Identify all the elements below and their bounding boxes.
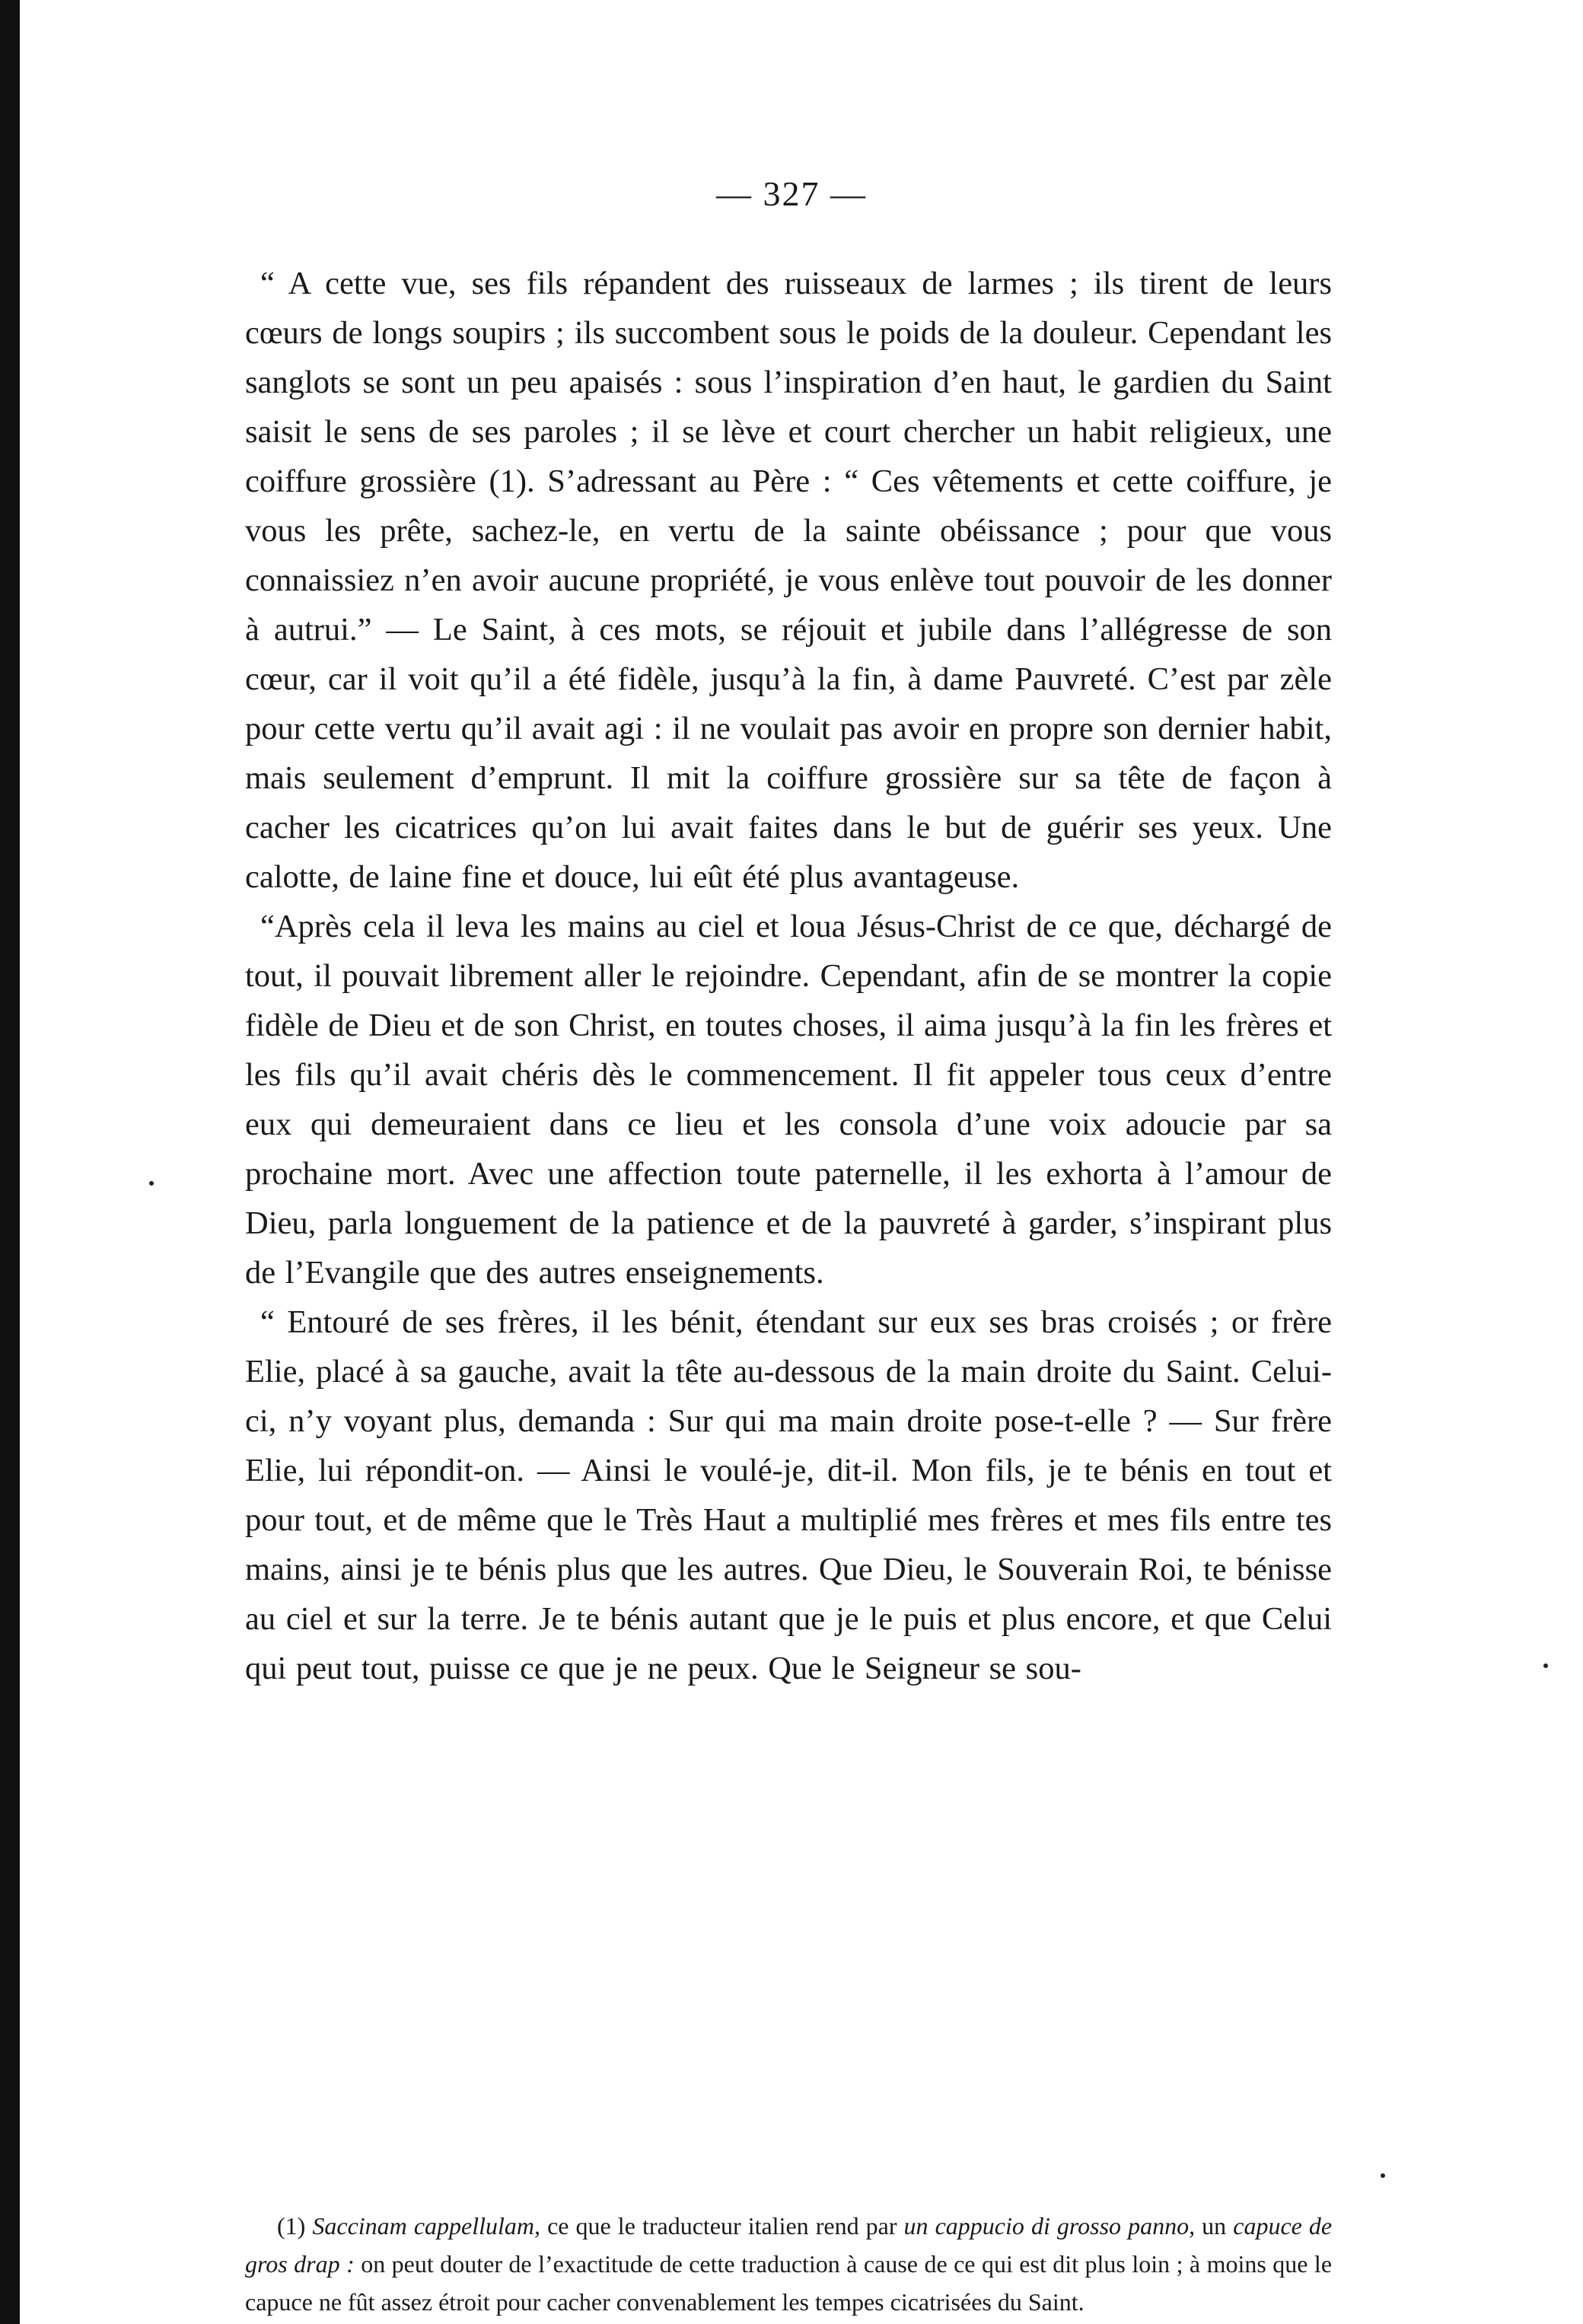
footnote-text-3: on peut douter de l’exactitude de cette traduction à cause de ce qui est dit plus loin ; à moins que le capuce ne fût assez étroit pour cacher convenablement les tempes cicatrisées du Saint.	[245, 2250, 1333, 2316]
footnote-text-2: un	[1202, 2212, 1227, 2240]
paragraph-1: “ A cette vue, ses fils répandent des ruisseaux de larmes ; ils tirent de leurs cœurs de longs soupirs ; ils succombent sous le poids de la douleur. Cependant les sanglots se sont un peu apaisés : sous l’inspiration d’en haut, le gardien du Saint saisit le sens de ses paroles ; il se lève et court chercher un habit religieux, une coiffure grossière (1). S’adressant au Père : “ Ces vêtements et cette coiffure, je vous les prête, sachez-le, en vertu de la sainte obéissance ; pour que vous connaissiez n’en avoir aucune propriété, je vous enlève tout pouvoir de les donner à autrui.” — Le Saint, à ces mots, se réjouit et jubile dans l’allégresse de son cœur, car il voit qu’il a été fidèle, jusqu’à la fin, à dame Pauvreté. C’est par zèle pour cette vertu qu’il avait agi : il ne voulait pas avoir en propre son dernier habit, mais seulement d’emprunt. Il mit la coiffure grossière sur sa tête de façon à cacher les cicatrices qu’on lui avait faites dans le but de guérir ses yeux. Une calotte, de laine fine et douce, lui eût été plus avantageuse.	[245, 266, 1332, 895]
speck-mark	[1543, 1663, 1548, 1668]
footnote-text-1: ce que le traducteur italien rend par	[547, 2212, 897, 2240]
footnote	[245, 2207, 1332, 2321]
footnote-french-term: capuce de gros drap :	[245, 2212, 1333, 2278]
speck-mark	[1381, 2173, 1385, 2178]
main-text	[245, 259, 1332, 1693]
footnote-marker: (1)	[277, 2212, 306, 2240]
footnote-italian-term: un cappucio di grosso panno,	[903, 2212, 1196, 2240]
speck-mark	[149, 1181, 154, 1186]
footnote-latin-term: Saccinam cappellulam,	[312, 2212, 541, 2240]
page-number: — 327 —	[716, 174, 867, 213]
paragraph-3: “ Entouré de ses frères, il les bénit, étendant sur eux ses bras croisés ; or frère Elie, placé à sa gauche, avait la tête au-dessous de la main droite du Saint. Celui-ci, n’y voyant plus, demanda : Sur qui ma main droite pose-t-elle ? — Sur frère Elie, lui répondit-on. — Ainsi le voulé-je, dit-il. Mon fils, je te bénis en tout et pour tout, et de même que le Très Haut a multiplié mes frères et mes fils entre tes mains, ainsi je te bénis plus que les autres. Que Dieu, le Souverain Roi, te bénisse au ciel et sur la terre. Je te bénis autant que je le puis et plus encore, et que Celui qui peut tout, puisse ce que je ne peux. Que le Seigneur se sou-	[245, 1304, 1332, 1686]
paragraph-2: “Après cela il leva les mains au ciel et loua Jésus-Christ de ce que, déchargé de tout, il pouvait librement aller le rejoindre. Cependant, afin de se montrer la copie fidèle de Dieu et de son Christ, en toutes choses, il aima jusqu’à la fin les frères et les fils qu’il avait chéris dès le commencement. Il fit appeler tous ceux d’entre eux qui demeuraient dans ce lieu et les consola d’une voix adoucie par sa prochaine mort. Avec une affection toute paternelle, il les exhorta à l’amour de Dieu, parla longuement de la patience et de la pauvreté à garder, s’inspirant plus de l’Evangile que des autres enseignements.	[245, 909, 1332, 1291]
book-spine-edge	[0, 0, 20, 2324]
